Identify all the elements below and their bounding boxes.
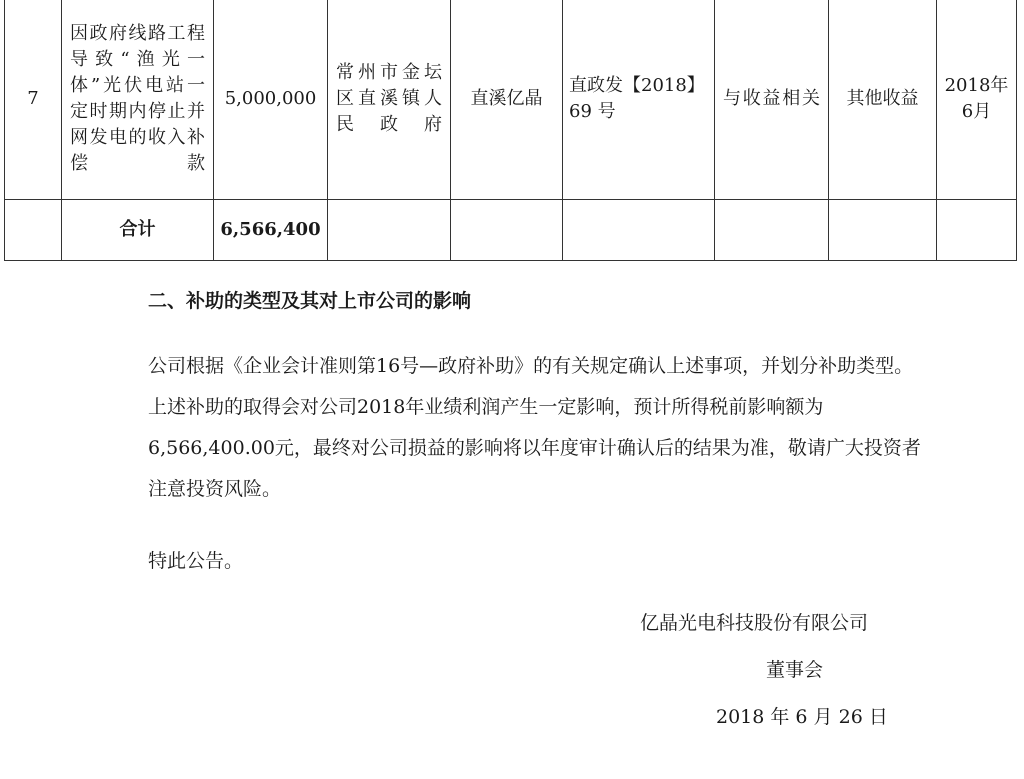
row-index-cell: 7	[5, 0, 62, 200]
signature-date: 2018 年 6 月 26 日	[716, 706, 888, 728]
grantor-cell: 常州市金坛区直溪镇人民政府	[328, 0, 451, 200]
accounting-item-cell: 其他收益	[829, 0, 937, 200]
empty-cell	[5, 200, 62, 261]
amount-cell: 5,000,000	[214, 0, 328, 200]
table-row	[5, 0, 1017, 200]
subsidy-table	[4, 0, 1017, 261]
date-cell: 2018年6月	[937, 0, 1017, 200]
document-cell: 直政发【2018】69 号	[563, 0, 715, 200]
empty-cell	[328, 200, 451, 261]
total-amount-cell: 6,566,400	[214, 200, 328, 261]
empty-cell	[715, 200, 829, 261]
total-row	[5, 200, 1017, 261]
signature-board: 董事会	[766, 659, 824, 681]
empty-cell	[451, 200, 563, 261]
section-heading: 二、补助的类型及其对上市公司的影响	[148, 290, 472, 312]
closing-statement: 特此公告。	[148, 550, 244, 572]
recipient-cell: 直溪亿晶	[451, 0, 563, 200]
body-paragraph: 公司根据《企业会计准则第16号—政府补助》的有关规定确认上述事项，并划分补助类型。上述补助的取得会对公司2018年业绩利润产生一定影响，预计所得税前影响额为6,566,400.00元，最终对公司损益的影响将以年度审计确认后的结果为准，敬请广大投资者注意投资风险。	[148, 355, 921, 500]
empty-cell	[829, 200, 937, 261]
total-label-cell: 合计	[62, 200, 214, 261]
empty-cell	[937, 200, 1017, 261]
signature-company: 亿晶光电科技股份有限公司	[640, 612, 869, 634]
empty-cell	[563, 200, 715, 261]
related-to-cell: 与收益相关	[715, 0, 829, 200]
project-cell: 因政府线路工程导致“渔光一体”光伏电站一定时期内停止并网发电的收入补偿款	[62, 0, 214, 200]
